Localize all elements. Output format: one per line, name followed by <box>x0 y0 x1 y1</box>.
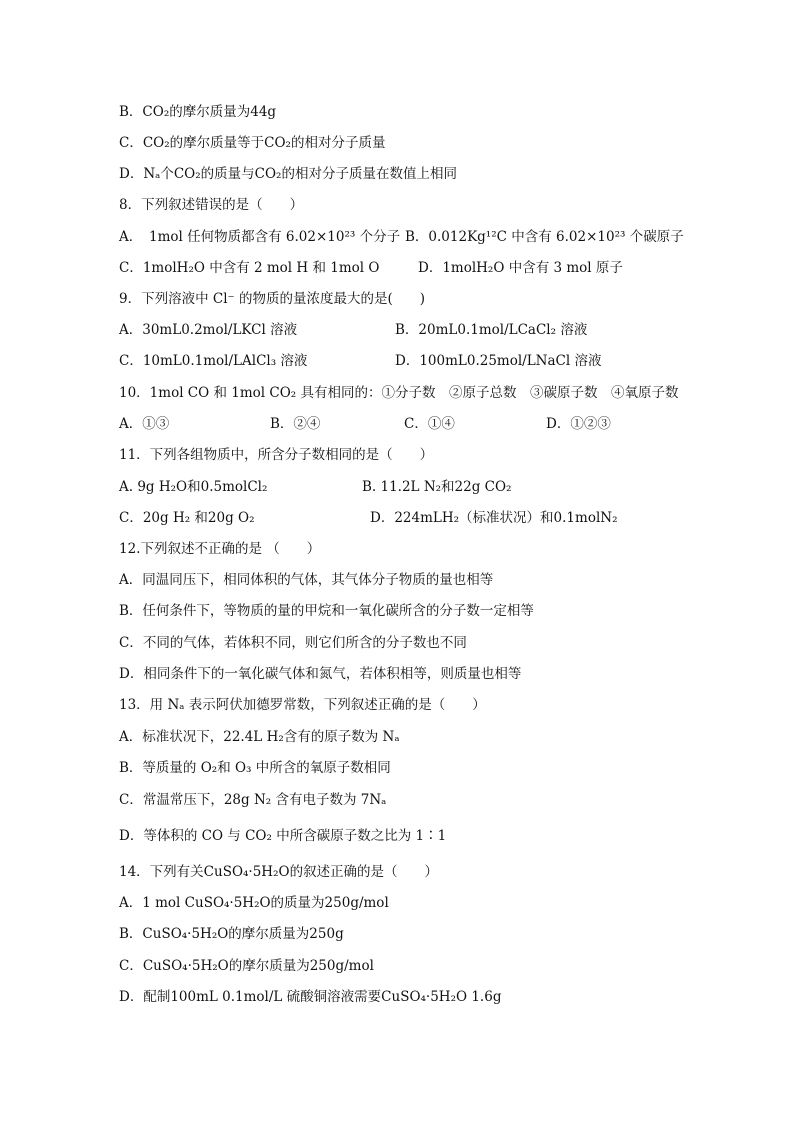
q11-stem: 11．下列各组物质中，所含分子数相同的是（ ） <box>119 447 434 463</box>
q14-option-b: B．CuSO₄·5H₂O的摩尔质量为250g <box>119 926 344 942</box>
q10-option-c: C．①④ <box>404 416 455 432</box>
q12-option-c: C．不同的气体，若体积不同，则它们所含的分子数也不同 <box>119 635 467 651</box>
q8-option-c: C．1molH₂O 中含有 2 mol H 和 1mol O <box>119 260 380 276</box>
q9-option-b: B．20mL0.1mol/LCaCl₂ 溶液 <box>395 322 588 338</box>
q9-option-a: A．30mL0.2mol/LKCl 溶液 <box>119 322 298 338</box>
q10-option-b: B．②④ <box>270 416 321 432</box>
q12-option-b: B．任何条件下，等物质的量的甲烷和一氧化碳所含的分子数一定相等 <box>119 603 534 619</box>
q14-option-d: D．配制100mL 0.1mol/L 硫酸铜溶液需要CuSO₄·5H₂O 1.6g <box>119 989 502 1005</box>
q13-option-d: D．等体积的 CO 与 CO₂ 中所含碳原子数之比为 1∶1 <box>119 828 447 844</box>
q8-option-b: B．0.012Kg¹²C 中含有 6.02×10²³ 个碳原子 <box>405 229 684 245</box>
q9-stem: 9．下列溶液中 Cl⁻ 的物质的量浓度最大的是( ) <box>119 291 425 307</box>
q9-option-c: C．10mL0.1mol/LAlCl₃ 溶液 <box>119 353 308 369</box>
q14-option-c: C．CuSO₄·5H₂O的摩尔质量为250g/mol <box>119 958 374 974</box>
q7-option-b: B．CO₂的摩尔质量为44g <box>119 104 277 120</box>
q14-option-a: A．1 mol CuSO₄·5H₂O的质量为250g/mol <box>119 895 389 911</box>
q8-option-a: A． 1mol 任何物质都含有 6.02×10²³ 个分子 <box>119 229 401 245</box>
q9-option-d: D．100mL0.25mol/LNaCl 溶液 <box>395 353 602 369</box>
q13-option-c: C．常温常压下，28g N₂ 含有电子数为 7Nₐ <box>119 792 387 808</box>
q10-option-a: A．①③ <box>119 416 170 432</box>
q11-option-b: B. 11.2L N₂和22g CO₂ <box>362 479 512 495</box>
q12-stem: 12.下列叙述不正确的是 （ ） <box>119 541 321 557</box>
q11-option-a: A. 9g H₂O和0.5molCl₂ <box>119 479 268 495</box>
q12-option-d: D．相同条件下的一氧化碳气体和氮气，若体积相等，则质量也相等 <box>119 666 522 682</box>
q14-stem: 14．下列有关CuSO₄·5H₂O的叙述正确的是（ ） <box>119 864 439 880</box>
q13-stem: 13．用 Nₐ 表示阿伏加德罗常数，下列叙述正确的是（ ） <box>119 697 486 713</box>
q13-option-a: A．标准状况下，22.4L H₂含有的原子数为 Nₐ <box>119 729 400 745</box>
q10-stem: 10．1mol CO 和 1mol CO₂ 具有相同的：①分子数 ②原子总数 ③碳原子数 ④氧原子数 <box>119 385 679 401</box>
q7-option-d: D．Nₐ个CO₂的质量与CO₂的相对分子质量在数值上相同 <box>119 166 457 182</box>
q13-option-b: B．等质量的 O₂和 O₃ 中所含的氧原子数相同 <box>119 760 391 776</box>
q7-option-c: C．CO₂的摩尔质量等于CO₂的相对分子质量 <box>119 135 386 151</box>
q8-stem: 8．下列叙述错误的是（ ） <box>119 197 304 213</box>
q10-option-d: D．①②③ <box>546 416 611 432</box>
q12-option-a: A．同温同压下，相同体积的气体，其气体分子物质的量也相等 <box>119 572 494 588</box>
q8-option-d: D．1molH₂O 中含有 3 mol 原子 <box>418 260 623 276</box>
q11-option-d: D．224mLH₂（标准状况）和0.1molN₂ <box>370 510 618 526</box>
q11-option-c: C．20g H₂ 和20g O₂ <box>119 510 255 526</box>
